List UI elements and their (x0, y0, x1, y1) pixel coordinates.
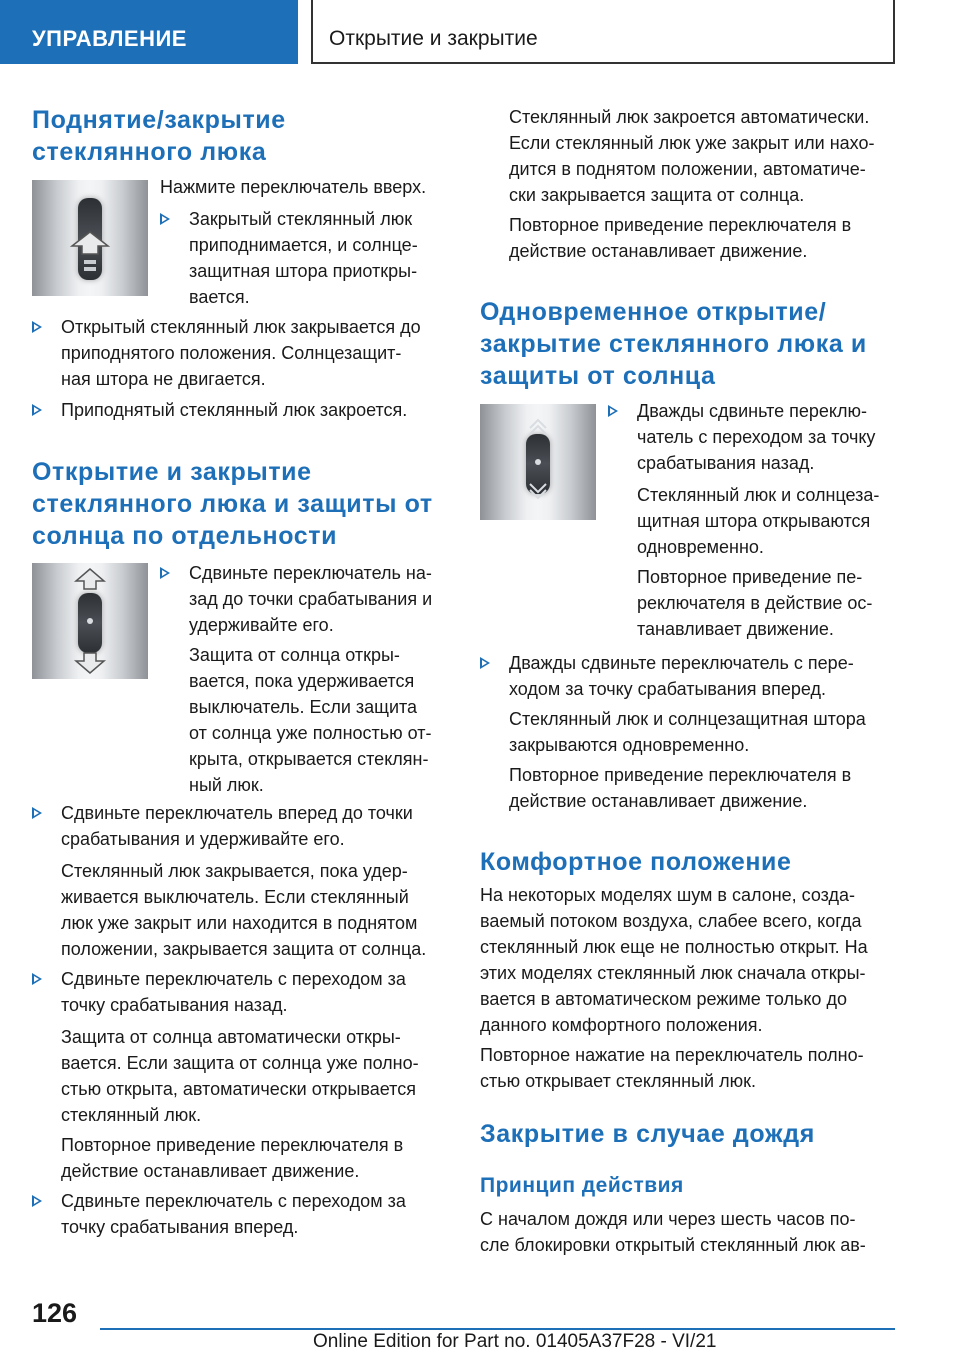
bullet-triangle-icon (480, 657, 490, 669)
switch-up-illustration (32, 180, 148, 296)
paragraph: Стеклянный люк закроется автоматически. Если стеклянный люк уже закрыт или нахо- дится в поднятом положении, автоматиче- ски закрывается защита от солнца. (509, 107, 875, 205)
bullet-triangle-icon (160, 567, 170, 579)
section-tab: УПРАВЛЕНИЕ (0, 0, 298, 64)
heading-comfort: Комфортное положение (480, 848, 792, 876)
paragraph: Повторное приведение переключателя в действие останавливает движение. (509, 765, 852, 811)
switch-updown-illustration (32, 563, 148, 679)
bullet-triangle-icon (608, 405, 618, 417)
bullet-triangle-icon (32, 973, 42, 985)
paragraph: Повторное нажатие на переключатель полно- стью открывает стеклянный люк. (480, 1045, 864, 1091)
heading-separate: Открытие и закрытие стеклянного люка и защиты от солнца по отдельности (32, 458, 433, 550)
arrows-up-down-icon (32, 563, 148, 679)
paragraph: Стеклянный люк и солнцеза- щитная штора открываются одновременно. (637, 485, 880, 557)
bullet-triangle-icon (32, 1195, 42, 1207)
paragraph: Защита от солнца автоматически откры- вается. Если защита от солнца уже полно- стью открыта, автоматически открывается стеклянный люк. (61, 1027, 419, 1125)
double-arrows-icon (480, 404, 596, 520)
bullet-triangle-icon (160, 213, 170, 225)
page-number: 126 (32, 1298, 78, 1328)
paragraph: Защита от солнца откры- вается, пока удерживается выключатель. Если защита от солнца уже полностью от- крыта, открывается стеклян- ный люк. (189, 645, 432, 795)
heading-lift-close: Поднятие/закрытие стеклянного люка (32, 106, 286, 166)
bullet-triangle-icon (32, 404, 42, 416)
paragraph: Стеклянный люк закрывается, пока удер- живается выключатель. Если стеклянный люк уже закрыт или находится в поднятом положении, закрывается защита от солнца. (61, 861, 427, 959)
lift-intro: Нажмите переключатель вверх. (160, 177, 427, 197)
chapter-title: Открытие и закрытие (311, 0, 895, 64)
paragraph: На некоторых моделях шум в салоне, созда- ваемый потоком воздуха, слабее всего, когда стеклянный люк еще не полностью открыт. На этих моделях стеклянный люк сначала откры- вается в автоматическом режиме только до данного комфортного положения. (480, 885, 868, 1035)
edition-text: Online Edition for Part no. 01405A37F28 - VI/21 (313, 1331, 717, 1352)
heading-rain: Закрытие в случае дождя (480, 1120, 815, 1148)
arrow-up-icon (32, 180, 148, 296)
switch-updown-illustration (480, 404, 596, 520)
heading-simultaneous: Одновременное открытие/ закрытие стеклянного люка и защиты от солнца (480, 298, 867, 390)
footer-divider (100, 1328, 895, 1330)
paragraph: Стеклянный люк и солнцезащитная штора закрываются одновременно. (509, 709, 866, 755)
bullet-triangle-icon (32, 321, 42, 333)
paragraph: Повторное приведение переключателя в действие останавливает движение. (509, 215, 852, 261)
paragraph: Повторное приведение пе- реключателя в действие ос- танавливает движение. (637, 567, 873, 639)
paragraph: С началом дождя или через шесть часов по- сле блокировки открытый стеклянный люк ав- (480, 1209, 866, 1255)
bullet-triangle-icon (32, 807, 42, 819)
subheading-principle: Принцип действия (480, 1174, 684, 1197)
paragraph: Повторное приведение переключателя в действие останавливает движение. (61, 1135, 404, 1181)
